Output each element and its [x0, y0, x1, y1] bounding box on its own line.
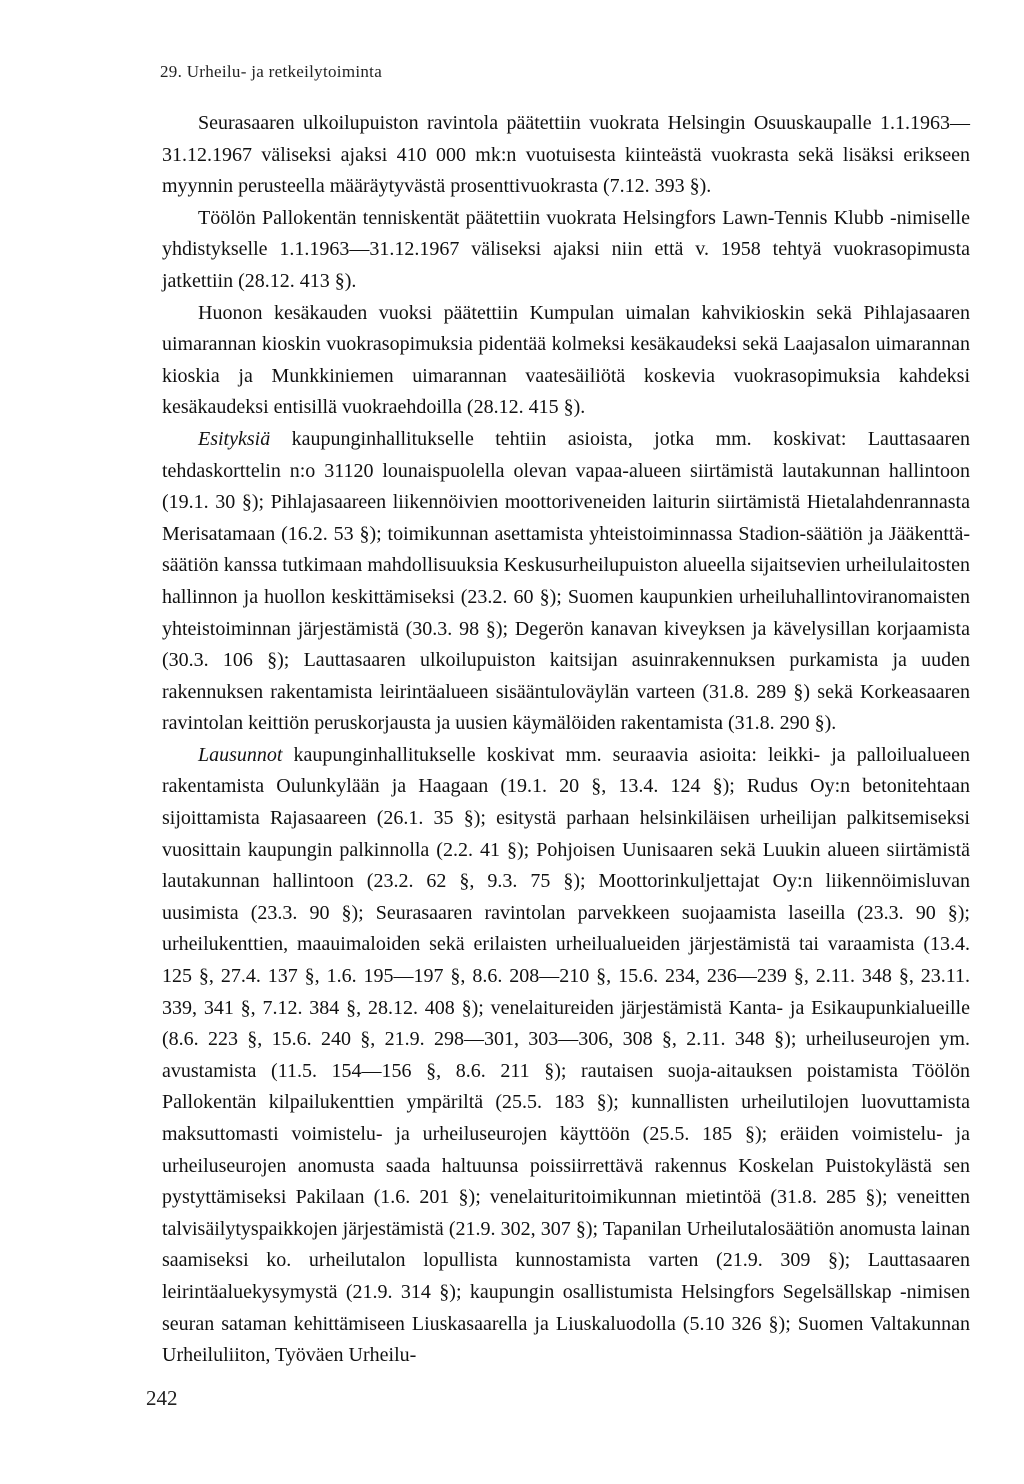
paragraph-restaurant-lease	[162, 108, 970, 203]
italic-lead-word: Lausunnot	[198, 743, 283, 766]
paragraph-text: Seurasaaren ulkoilupuiston ravintola päätettiin vuokrata Helsingin Osuuskaupalle 1.1.1963—31.12.1967 väliseksi ajaksi 410 000 mk:n vuotuisesta kiinteästä vuokrasta sekä lisäksi erikseen myynnin perusteella määräytyvästä prosenttivuokrasta (7.12. 393 §).	[162, 112, 970, 198]
paragraph-text: kaupunginhallitukselle koskivat mm. seuraavia asioita: leikki- ja palloilualueen rakentamista Oulunkylään ja Haagaan (19.1. 20 §, 13.4. 124 §); Rudus Oy:n betonitehtaan sijoittamista Rajasaareen (26.1. 35 §); esitystä parhaan helsinkiläisen urheilijan palkitsemiseksi vuosittain kaupungin palkinnolla (2.2. 41 §); Pohjoisen Uunisaaren sekä Luukin alueen siirtämistä lautakunnan hallintoon (23.2. 62 §, 9.3. 75 §); Moottorinkuljettajat Oy:n liikennöimisluvan uusimista (23.3. 90 §); Seurasaaren ravintolan parvekkeen suojaamista laseilla (23.3. 90 §); urheilukenttien, maauimaloiden sekä erilaisten urheilualueiden järjestämistä tai varaamista (13.4. 125 §, 27.4. 137 §, 1.6. 195—197 §, 8.6. 208—210 §, 15.6. 234, 236—239 §, 2.11. 348 §, 23.11. 339, 341 §, 7.12. 384 §, 28.12. 408 §); venelaitureiden järjestämistä Kanta- ja Esikaupunkialueille (8.6. 223 §, 15.6. 240 §, 21.9. 298—301, 303—306, 308 §, 2.11. 348 §); urheiluseurojen ym. avustamista (11.5. 154—156 §, 8.6. 211 §); rautaisen suoja-aitauksen poistamista Töölön Pallokentän kilpailukenttien ympäriltä (25.5. 183 §); kunnallisten urheilutilojen luovuttamista maksuttomasti voimistelu- ja urheiluseurojen käyttöön (25.5. 185 §); eräiden voimistelu- ja urheiluseurojen anomusta saada haltuunsa poissiirrettävä rakennus Koskelan Puistokylästä sen pystyttämiseksi Pakilaan (1.6. 201 §); venelaituritoimikunnan mietintöä (31.8. 285 §); veneitten talvisäilytyspaikkojen järjestämistä (21.9. 302, 307 §); Tapanilan Urheilutalosäätiön anomusta lainan saamiseksi ko. urheilutalon lopullista kunnostamista varten (21.9. 309 §); Lauttasaaren leirintäaluekysymystä (21.9. 314 §); kaupungin osallistumista Helsingfors Segelsällskap -nimisen seuran sataman kehittämiseen Liuskasaarella ja Liuskaluodolla (5.10 326 §); Suomen Valtakunnan Urheiluliiton, Työväen Urheilu-	[162, 743, 970, 1367]
paragraph-text: Huonon kesäkauden vuoksi päätettiin Kumpulan uimalan kahvikioskin sekä Pihlajasaaren uimarannan kioskin vuokrasopimuksia pidentää kolmeksi kesäkaudeksi sekä Laajasalon uimarannan kioskia ja Munkkiniemen uimarannan vaatesäiliötä koskevia vuokrasopimuksia kahdeksi kesäkaudeksi entisillä vuokraehdoilla (28.12. 415 §).	[162, 301, 970, 419]
paragraph-kiosk-leases	[162, 298, 970, 424]
paragraph-text: kaupunginhallitukselle tehtiin asioista, jotka mm. koskivat: Lauttasaaren tehdaskorttelin n:o 31120 lounaispuolella olevan vapaa-alueen siirtämistä lautakunnan hallintoon (19.1. 30 §); Pihlajasaareen liikennöivien moottoriveneiden laiturin siirtämistä Hietalahdenrannasta Merisatamaan (16.2. 53 §); toimikunnan asettamista yhteistoiminnassa Stadion-säätiön ja Jääkenttä-säätiön kanssa tutkimaan mahdollisuuksia Keskusurheilupuiston alueella sijaitsevien urheilulaitosten hallinnon ja huollon keskittämiseksi (23.2. 60 §); Suomen kaupunkien urheiluhallintoviranomaisten yhteistoiminnan järjestämistä (30.3. 98 §); Degerön kanavan kiveyksen ja kävelysillan korjaamista (30.3. 106 §); Lauttasaaren ulkoilupuiston kaitsijan asuinrakennuksen purkamista ja uuden rakennuksen rakentamista leirintäalueen sisääntuloväylän varteen (31.8. 289 §) sekä Korkeasaaren ravintolan keittiön peruskorjausta ja uusien käymälöiden rakentamista (31.8. 290 §).	[162, 427, 970, 735]
paragraph-statements	[162, 740, 970, 1372]
italic-lead-word: Esityksiä	[198, 427, 271, 450]
running-header: 29. Urheilu- ja retkeilytoiminta	[160, 62, 383, 81]
paragraph-text: Töölön Pallokentän tenniskentät päätettiin vuokrata Helsingfors Lawn-Tennis Klubb -nimiselle yhdistykselle 1.1.1963—31.12.1967 väliseksi ajaksi niin että v. 1958 tehtyä vuokrasopimusta jatkettiin (28.12. 413 §).	[162, 206, 970, 292]
page-number: 242	[146, 1386, 178, 1410]
body-text	[162, 108, 970, 1372]
paragraph-tennis-courts	[162, 203, 970, 298]
paragraph-proposals	[162, 424, 970, 740]
